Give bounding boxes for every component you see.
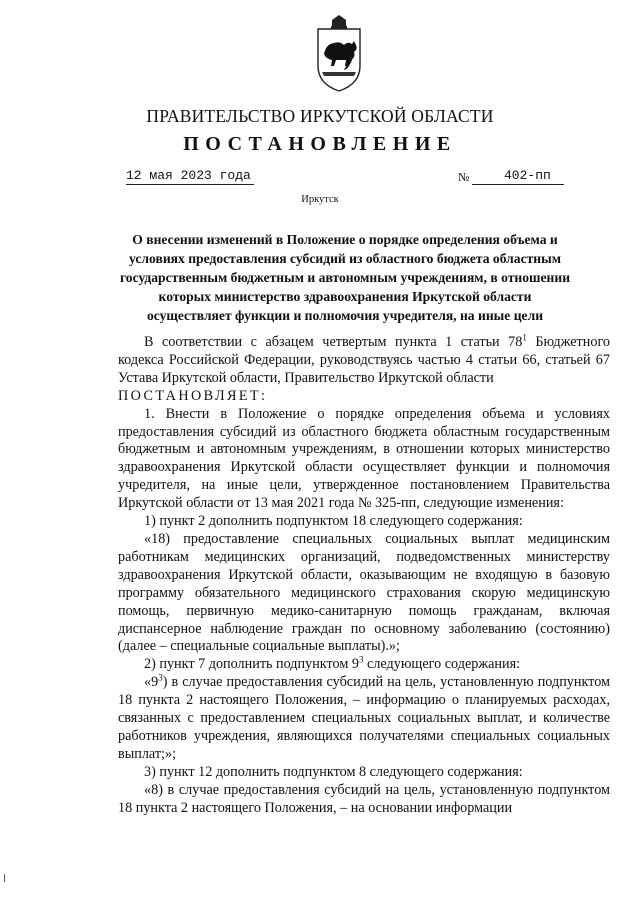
subitem-2 <box>118 656 610 674</box>
subitem-3: 3) пункт 12 дополнить подпунктом 8 следующего содержания: <box>144 763 523 780</box>
title-line: государственным бюджетным и автономным учреждениям, в отношении <box>119 270 571 285</box>
resolves-heading: ПОСТАНОВЛЯЕТ: <box>118 387 268 404</box>
title-line: О внесении изменений в Положение о порядке определения объема и <box>132 232 558 247</box>
intro-text-cont: Бюджетного кодекса Российской Федерации, руководствуясь частью 4 статьи 66, статьей 67 Устава Иркутской области, Правительство Иркутской области <box>118 334 611 386</box>
subitem-2-body <box>118 674 610 764</box>
document-number: 402-пп <box>472 168 564 185</box>
document-date: 12 мая 2023 года <box>126 168 254 185</box>
subitem-2-body-text: «9 <box>144 674 159 691</box>
title-line: осуществляет функции и полномочия учредителя, на иные цели <box>146 308 544 323</box>
subitem-1-text: «18) предоставление специальных социальных выплат медицинским работникам медицинских организаций, подведомственных министерству здравоохранения Иркутской области, оказывающим не входящую в базовую программу обязательного медицинского страхования скорую медицинскую помощь, первичную медико-санитарную помощь гражданам, включая диспансерное наблюдение граждан по основному заболеванию (состоянию) (далее – специальные социальные выплаты).»; <box>118 530 610 655</box>
document-body <box>118 334 610 817</box>
subitem-2-text-cont: следующего содержания: <box>363 656 521 673</box>
title-line: условиях предоставления субсидий из областного бюджета областным <box>129 251 561 266</box>
subitem-2-body-text-cont: ) в случае предоставления субсидий на цель, установленную подпунктом 18 пункта 2 настоящего Положения, – информацию о планируемых расходах, связанных с предоставлением специальных социальных выплат, и количестве работников учреждения, являющихся получателями специальных социальных выплат;»; <box>118 674 610 762</box>
document-title <box>110 230 580 325</box>
number-label: № <box>458 170 470 184</box>
city: Иркутск <box>301 194 339 205</box>
scan-margin-mark <box>4 874 5 882</box>
document-type: ПОСТАНОВЛЕНИЕ <box>183 133 457 155</box>
intro-text: В соответствии с абзацем четвертым пункта 1 статьи 78 <box>144 334 523 350</box>
title-line: которых министерство здравоохранения Иркутской области <box>158 289 532 304</box>
subitem-2-body-superscript: 3 <box>158 672 163 683</box>
subitem-1: 1) пункт 2 дополнить подпунктом 18 следующего содержания: <box>144 513 523 530</box>
intro-superscript: 1 <box>522 332 527 343</box>
irkutsk-emblem-icon <box>314 14 364 92</box>
subitem-2-superscript: 3 <box>358 654 364 665</box>
intro-paragraph <box>118 334 610 388</box>
subitem-2-text: 2) пункт 7 дополнить подпунктом 9 <box>144 656 359 673</box>
government-name: ПРАВИТЕЛЬСТВО ИРКУТСКОЙ ОБЛАСТИ <box>146 106 494 126</box>
subitem-3-text: «8) в случае предоставления субсидий на цель, установленную подпунктом 18 пункта 2 настоящего Положения, – на основании информации <box>118 781 610 816</box>
item-1-paragraph: 1. Внести в Положение о порядке определения объема и условиях предоставления субсидий из областного бюджета областным государственным бюджетным и автономным учреждениям, в отношении которых министерство здравоохранения Иркутской области осуществляет функции и полномочия учредителя, на иные цели, утвержденное постановлением Правительства Иркутской области от 13 мая 2021 года № 325-пп, следующие изменения: <box>118 405 610 512</box>
